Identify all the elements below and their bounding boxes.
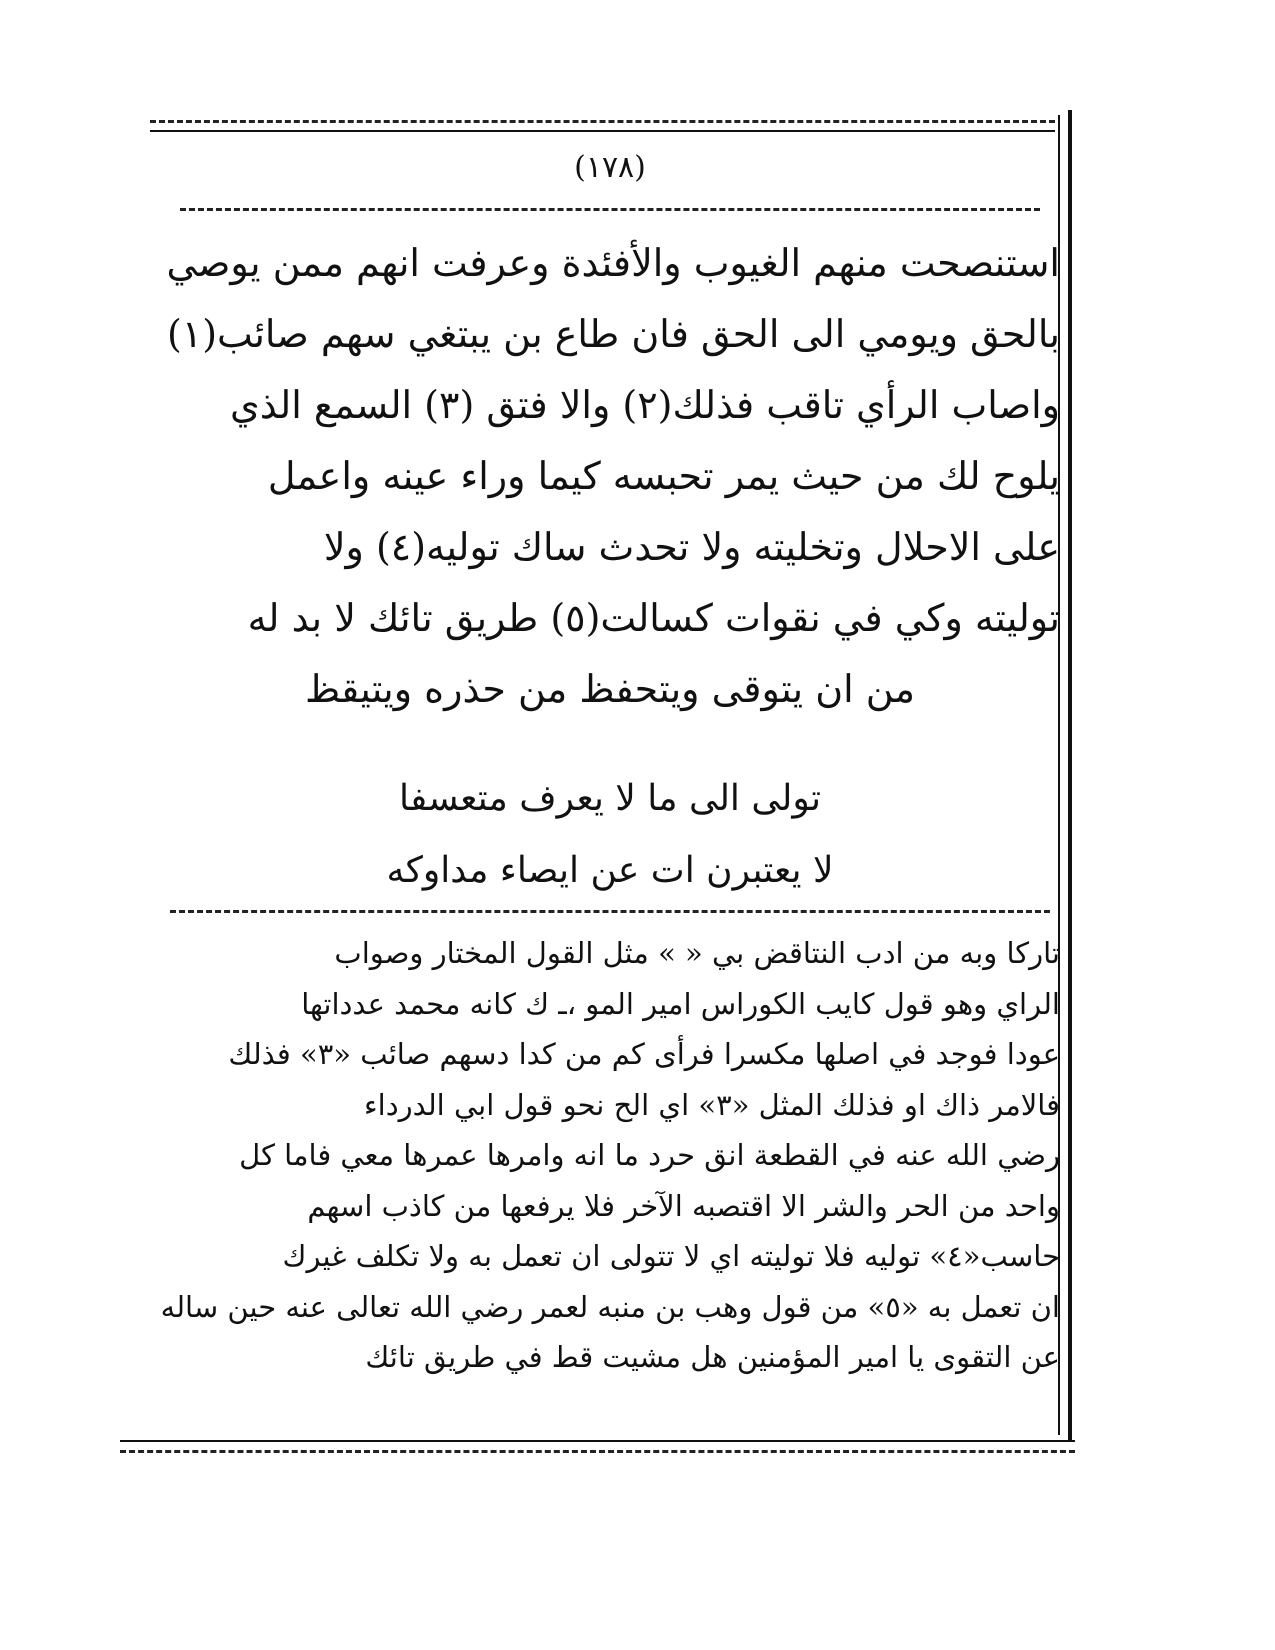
footnote-line: تاركا وبه من ادب النتاقض بي « » مثل القول المختار وصواب	[334, 936, 1060, 970]
bottom-dashed-rule	[120, 1450, 1075, 1453]
verse-line: لا يعتبرن ات عن ايصاء مداوكه	[386, 850, 834, 891]
footnote-line: رضي الله عنه في القطعة انق حرد ما انه وامرها عمرها معي فاما كل	[239, 1138, 1060, 1172]
main-line: واصاب الرأي تاقب فذلك(٢) والا فتق (٣) السمع الذي	[229, 383, 1060, 427]
bottom-solid-rule	[120, 1440, 1075, 1442]
main-line: يلوح لك من حيث يمر تحبسه كيما وراء عينه واعمل	[267, 454, 1060, 498]
main-line: توليته وكي في نقوات كسالت(٥) طريق تائك لا بد له	[247, 596, 1060, 640]
main-body-text	[160, 228, 1060, 725]
footnote-line: واحد من الحر والشر الا اقتصبه الآخر فلا يرفعها من كاذب اسهم	[307, 1188, 1060, 1223]
footnote-line: عودا فوجد في اصلها مكسرا فرأى كم من كدا دسهم صائب «٣» فذلك	[228, 1037, 1060, 1071]
footnote-separator	[170, 910, 1050, 913]
top-dashed-rule	[150, 120, 1055, 123]
top-solid-rule	[150, 130, 1055, 132]
footnotes	[160, 928, 1060, 1383]
verse-line: تولى الى ما لا يعرف متعسفا	[399, 778, 821, 819]
main-line: من ان يتوقى ويتحفظ من حذره ويتيقظ	[304, 667, 916, 711]
footnote-line: ان تعمل به «٥» من قول وهب بن منبه لعمر رضي الله تعالى عنه حين ساله	[160, 1289, 1060, 1324]
footnote-line: الراي وهو قول كايب الكوراس امير المو ،ـ ك كانه محمد عدداتها	[301, 986, 1060, 1021]
page-number: (١٧٨)	[574, 150, 646, 185]
footnote-line: حاسب«٤» توليه فلا توليته اي لا تتولى ان تعمل به ولا تكلف غيرك	[282, 1239, 1060, 1273]
header-dashed-rule	[180, 208, 1040, 211]
frame-right-outer-rule	[1068, 110, 1072, 1440]
footnote-line: عن التقوى يا امير المؤمنين هل مشيت قط في طريق تائك	[365, 1340, 1060, 1374]
footnote-line: فالامر ذاك او فذلك المثل «٣» اي الح نحو قول ابي الدرداء	[364, 1087, 1060, 1122]
main-line: بالحق ويومي الى الحق فان طاع بن يبتغي سهم صائب(١)	[166, 312, 1060, 356]
main-line: على الاحلال وتخليته ولا تحدث ساك توليه(٤) ولا	[323, 525, 1060, 569]
main-line: استنصحت منهم الغيوب والأفئدة وعرفت انهم ممن يوصي	[166, 241, 1060, 285]
